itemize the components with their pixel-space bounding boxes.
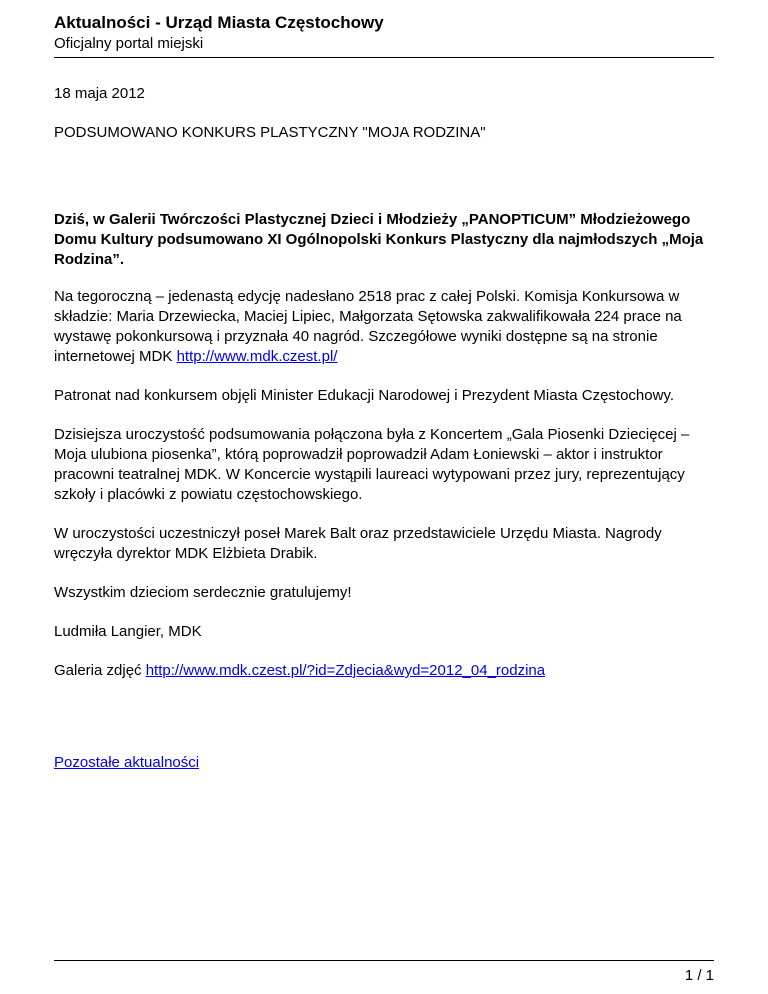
article-lead: Dziś, w Galerii Twórczości Plastycznej Dzieci i Młodzieży „PANOPTICUM” Młodzieżowego Domu Kultury podsumowano XI Ogólnopolski Konkurs Plastyczny dla najmłodszych „Moja Rodzina”. — [54, 211, 704, 268]
article-paragraph-3: Dzisiejsza uroczystość podsumowania połączona była z Koncertem „Gala Piosenki Dziecięcej – Moja ulubiona piosenka”, którą poprowadził poprowadził Adam Łoniewski – aktor i instruktor pracowni teatralnej MDK. W Koncercie wystąpili laureaci wytypowani przez jury, reprezentujący szkoły i placówki z powiatu częstochowskiego. — [54, 426, 690, 503]
article-author: Ludmiła Langier, MDK — [54, 623, 202, 640]
article-headline: PODSUMOWANO KONKURS PLASTYCZNY "MOJA RODZINA" — [54, 124, 486, 141]
article-paragraph-1 — [54, 287, 714, 367]
article-paragraph-4: W uroczystości uczestniczył poseł Marek Balt oraz przedstawiciele Urzędu Miasta. Nagrody wręczyła dyrektor MDK Elżbieta Drabik. — [54, 525, 662, 562]
gallery-link[interactable]: http://www.mdk.czest.pl/?id=Zdjecia&wyd=2012_04_rodzina — [145, 662, 546, 679]
gallery-paragraph — [54, 661, 714, 681]
header-divider — [54, 57, 714, 58]
page-number: 1 / 1 — [684, 967, 714, 984]
mdk-website-link[interactable]: http://www.mdk.czest.pl/ — [176, 348, 338, 365]
article-content — [54, 84, 714, 773]
page-header — [54, 12, 714, 54]
more-news-link[interactable]: Pozostałe aktualności — [54, 754, 200, 771]
article-paragraph-2: Patronat nad konkursem objęli Minister Edukacji Narodowej i Prezydent Miasta Częstochowy. — [54, 387, 675, 404]
article-paragraph-5: Wszystkim dzieciom serdecznie gratulujemy! — [54, 584, 352, 601]
footer-divider — [54, 960, 714, 961]
site-title: Aktualności - Urząd Miasta Częstochowy — [54, 13, 384, 32]
gallery-label: Galeria zdjęć — [54, 662, 146, 679]
paragraph-1-text: Na tegoroczną – jedenastą edycję nadesłano 2518 prac z całej Polski. Komisja Konkursowa w składzie: Maria Drzewiecka, Maciej Lipiec, Małgorzata Sętowska zakwalifikowała 224 prace na wystawę pokonkursową i przyznała 40 nagród. Szczegółowe wyniki dostępne są na stronie internetowej MDK — [54, 288, 682, 365]
site-subtitle: Oficjalny portal miejski — [54, 35, 204, 52]
article-date: 18 maja 2012 — [54, 85, 145, 102]
